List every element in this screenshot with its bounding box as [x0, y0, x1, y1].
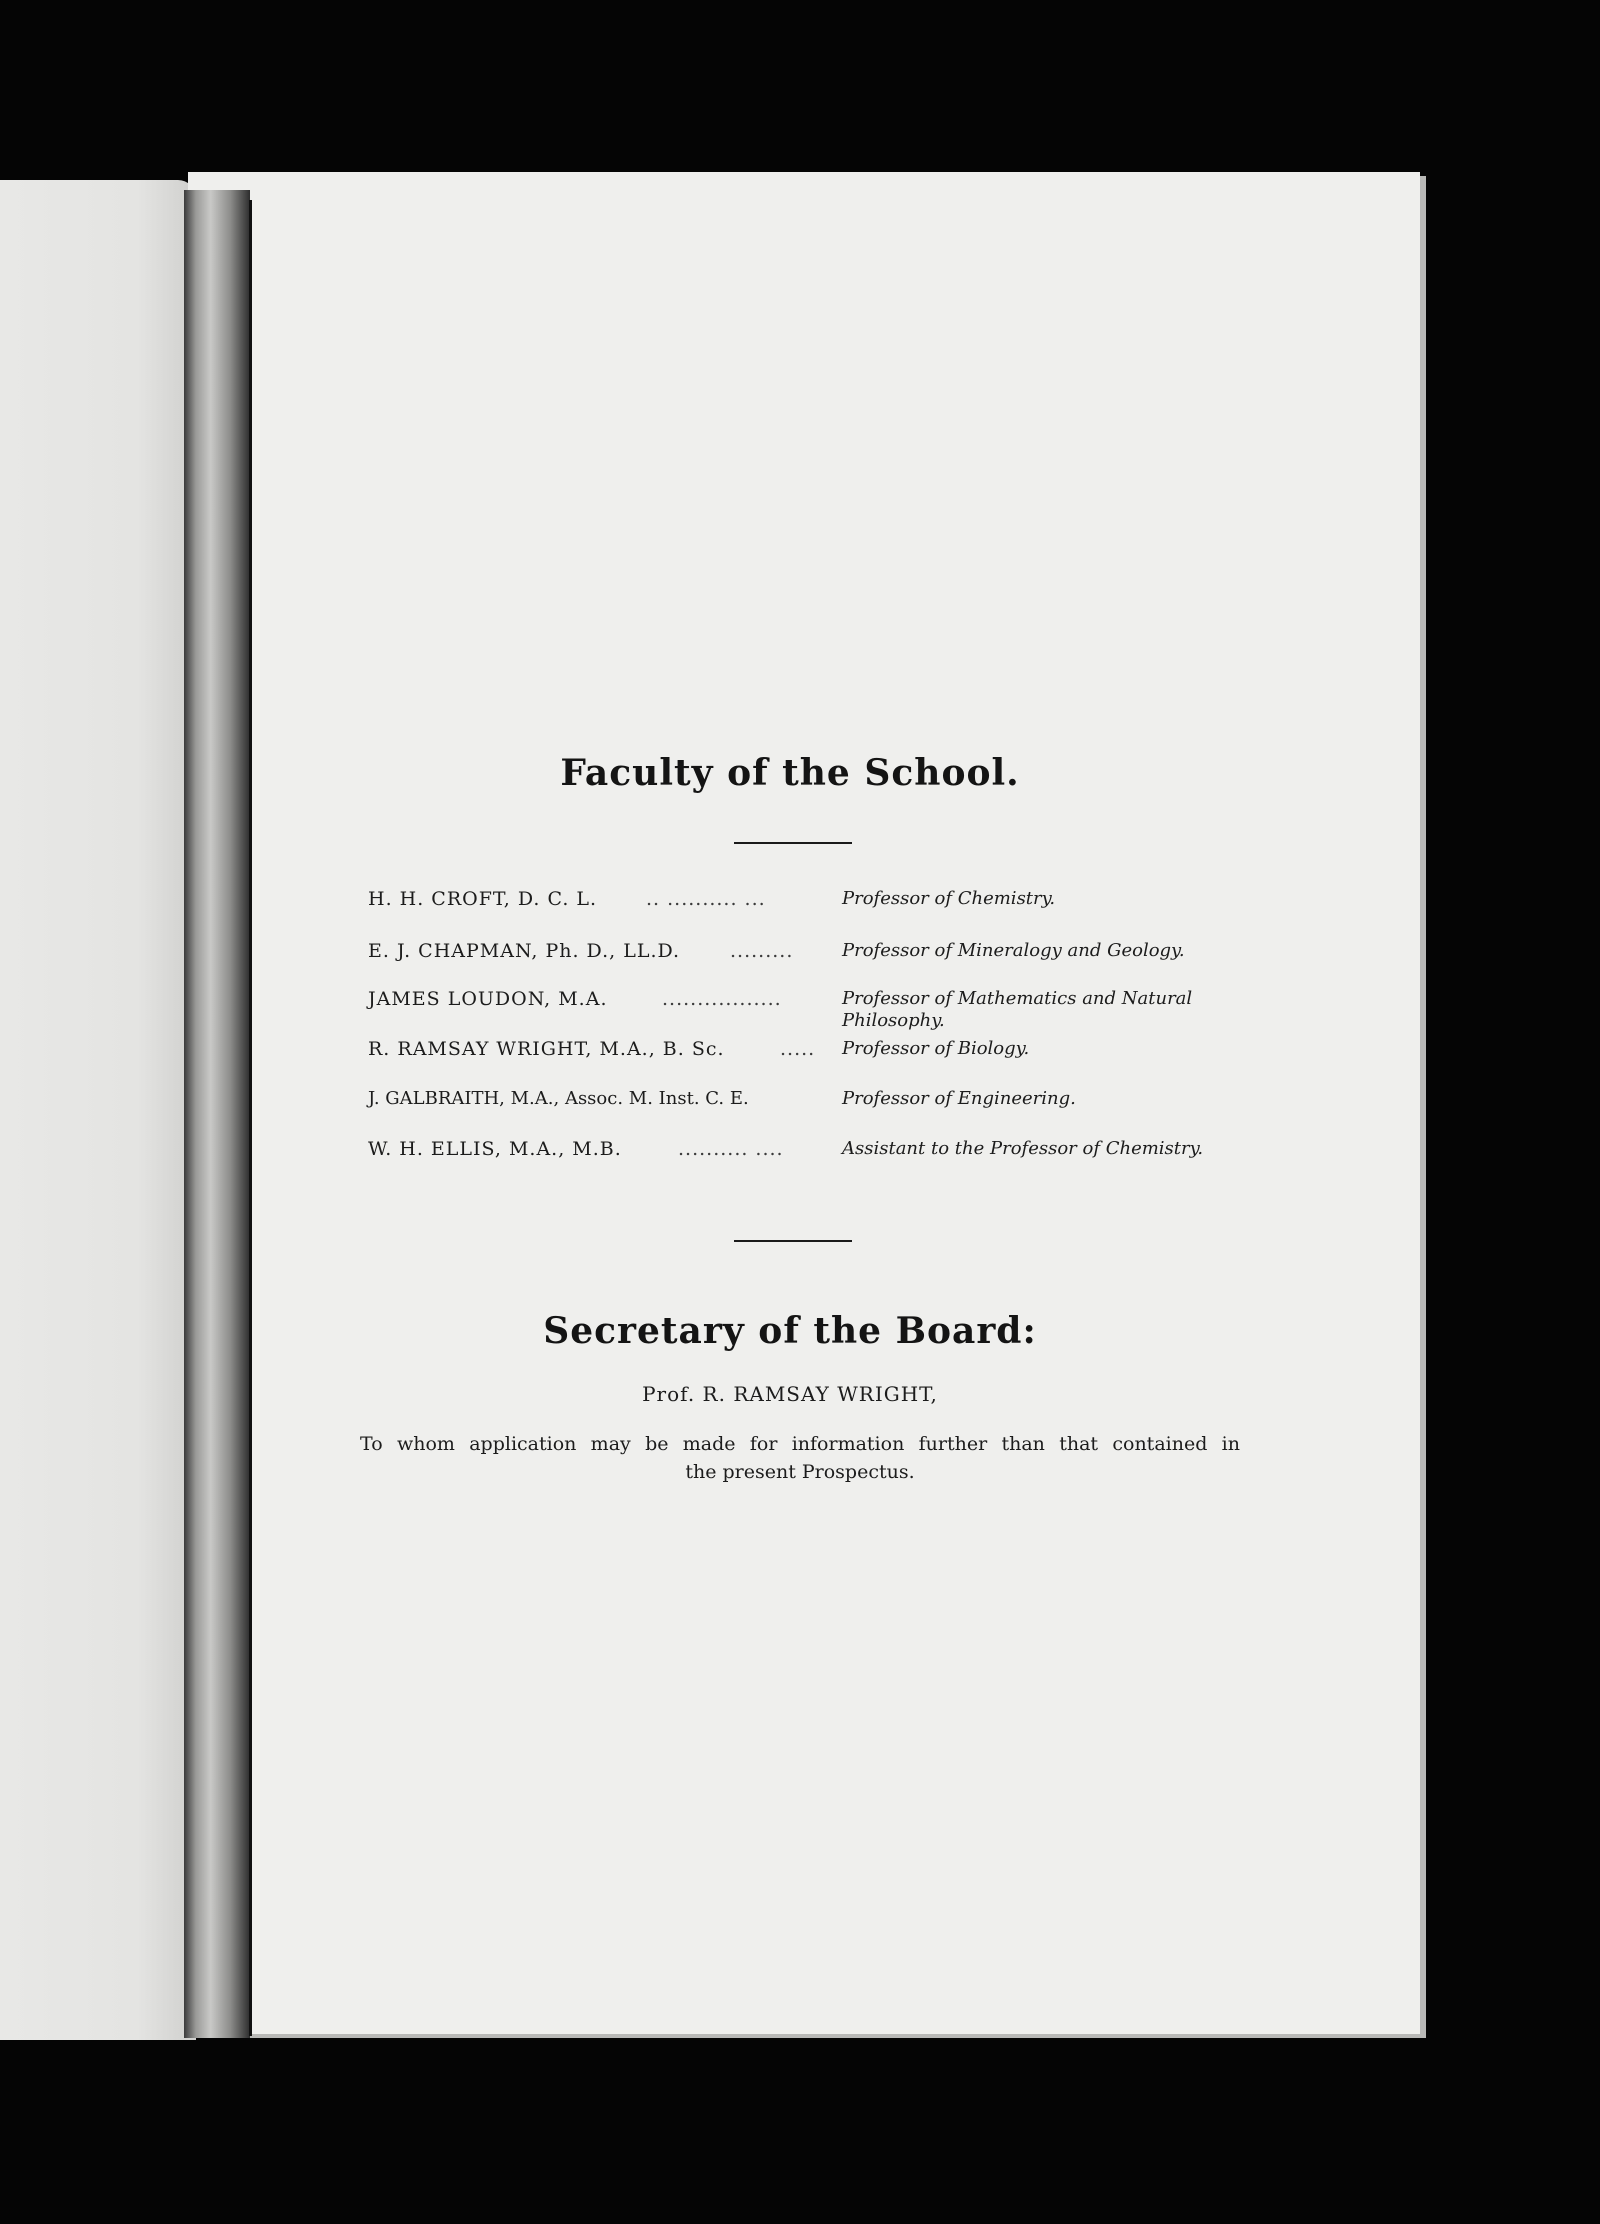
- faculty-name: J. GALBRAITH, M.A., Assoc. M. Inst. C. E.: [368, 1088, 749, 1109]
- leader-dots: .......... ....: [678, 1138, 784, 1160]
- faculty-name: W. H. ELLIS, M.A., M.B.: [368, 1138, 622, 1160]
- faculty-row: [368, 1088, 1248, 1122]
- faculty-title: Professor of Engineering.: [842, 1088, 1076, 1109]
- leader-dots: .................: [662, 988, 782, 1010]
- faculty-row: [368, 1038, 1248, 1072]
- faculty-row: [368, 1138, 1248, 1172]
- faculty-heading: Faculty of the School.: [560, 752, 1020, 794]
- application-note: [360, 1430, 1240, 1486]
- faculty-title: Professor of Mathematics and Natural Philosophy.: [842, 988, 1193, 1031]
- application-note-line: the present Prospectus.: [685, 1461, 915, 1483]
- secretary-name: Prof. R. RAMSAY WRIGHT,: [642, 1382, 938, 1406]
- application-note-line: To whom application may be made for information further than that contained in: [360, 1433, 1240, 1455]
- faculty-name: H. H. CROFT, D. C. L.: [368, 888, 598, 910]
- section-divider-rule: [734, 1240, 852, 1242]
- faculty-row: [368, 888, 1248, 922]
- faculty-name: JAMES LOUDON, M.A.: [368, 988, 608, 1010]
- faculty-title: Professor of Biology.: [842, 1038, 1030, 1059]
- faculty-row: [368, 940, 1248, 974]
- faculty-title: Professor of Mineralogy and Geology.: [842, 940, 1185, 961]
- faculty-title: Professor of Chemistry.: [842, 888, 1056, 909]
- faculty-title: Assistant to the Professor of Chemistry.: [842, 1138, 1204, 1159]
- faculty-name: E. J. CHAPMAN, Ph. D., LL.D.: [368, 940, 681, 962]
- leader-dots: .....: [780, 1038, 816, 1060]
- faculty-row: [368, 988, 1248, 1036]
- leader-dots: .........: [730, 940, 794, 962]
- secretary-heading: Secretary of the Board:: [543, 1310, 1037, 1352]
- heading-rule: [734, 842, 852, 844]
- leader-dots: .. .......... ...: [646, 888, 766, 910]
- faculty-name: R. RAMSAY WRIGHT, M.A., B. Sc.: [368, 1038, 725, 1060]
